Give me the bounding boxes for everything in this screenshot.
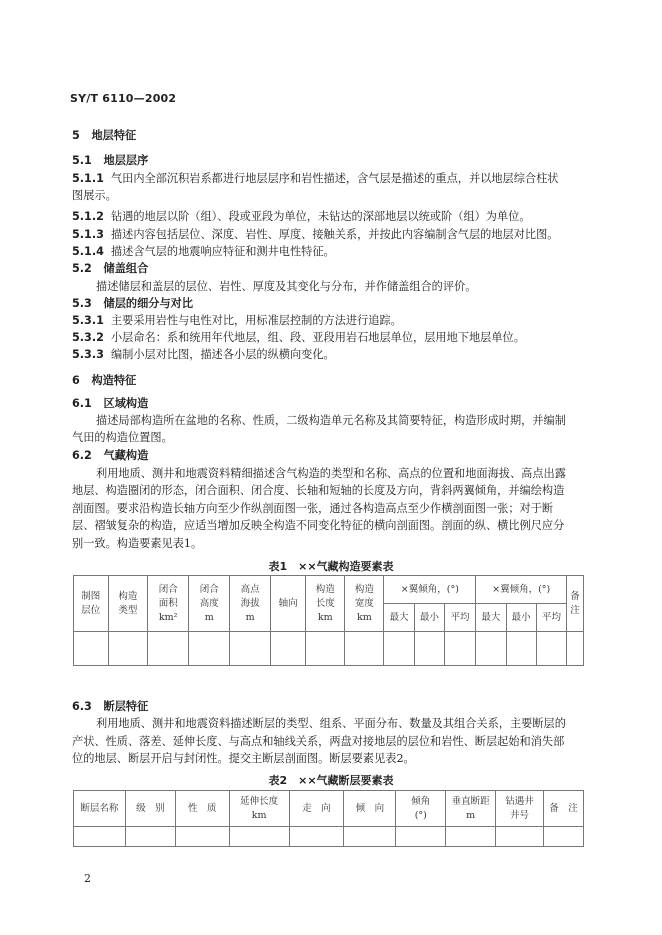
- header-cell: 构造 长度 km: [306, 576, 345, 632]
- header-cell: 最大: [476, 604, 506, 632]
- subsection-title: 储盖组合: [103, 262, 149, 275]
- clause-number: 5.1.4: [72, 245, 104, 258]
- header-cell: 备 注: [543, 791, 583, 827]
- subsection-number: 6.3: [72, 700, 92, 713]
- paragraph-6-1-line2: 气田的构造位置图。: [72, 431, 173, 444]
- header-cell: 最大: [384, 604, 414, 632]
- clause-text: 小层命名：系和统用年代地层，组、段、亚段用岩石地层单位，层用地下地层单位。: [110, 331, 525, 344]
- table-1-caption: 表1 ××气藏构造要素表: [268, 560, 394, 573]
- table-row: [74, 827, 584, 847]
- standard-code: SY/T 6110—2002: [70, 92, 177, 105]
- paragraph-5-2: 描述储层和盖层的层位、岩性、厚度及其变化与分布，并作储盖组合的评价。: [96, 280, 477, 293]
- section-number: 5: [72, 129, 80, 142]
- header-cell: 级 别: [125, 791, 175, 827]
- paragraph-6-3-line3: 位的地层、断层开启与封闭性。提交主断层剖面图。断层要素见表2。: [72, 752, 415, 765]
- header-cell: 断层名称: [74, 791, 126, 827]
- clause-number: 5.3.1: [72, 314, 104, 327]
- clause-number: 5.1.3: [72, 228, 104, 241]
- header-cell: 垂直断距 m: [446, 791, 496, 827]
- subsection-5-1-heading: [72, 154, 148, 168]
- section-5-heading: [72, 129, 136, 143]
- clause-number: 5.1.2: [72, 210, 104, 223]
- clause-text: 描述含气层的地震响应特征和测井电性特征。: [110, 245, 335, 258]
- header-cell: 倾 向: [344, 791, 396, 827]
- header-cell: 倾角 (°): [396, 791, 446, 827]
- subsection-title: 区域构造: [103, 397, 149, 410]
- header-cell: 最小: [414, 604, 444, 632]
- clause-5-3-2: [72, 331, 525, 345]
- clause-text: 编制小层对比图，描述各小层的纵横向变化。: [110, 348, 335, 361]
- clause-5-3-3: [72, 348, 335, 362]
- clause-text: 描述内容包括层位、深度、岩性、厚度、接触关系，并按此内容编制含气层的地层对比图。: [110, 228, 559, 241]
- clause-text: 主要采用岩性与电性对比，用标准层控制的方法进行追踪。: [110, 314, 402, 327]
- table-1-structure-elements: [73, 575, 584, 666]
- header-cell: ×翼倾角，(°): [476, 576, 567, 604]
- subsection-title: 储层的细分与对比: [103, 297, 194, 310]
- subsection-number: 5.1: [72, 154, 92, 167]
- section-title: 构造特征: [91, 374, 137, 387]
- header-cell: 闭合 面积 km²: [148, 576, 189, 632]
- clause-5-1-2: [72, 210, 531, 224]
- clause-text: 气田内全部沉积岩系都进行地层层序和岩性描述，含气层是描述的重点，并以地层综合柱状: [110, 172, 559, 185]
- section-6-heading: [72, 374, 136, 388]
- clause-number: 5.3.3: [72, 348, 104, 361]
- clause-5-1-1: [72, 172, 559, 186]
- subsection-number: 6.1: [72, 397, 92, 410]
- clause-number: 5.1.1: [72, 172, 104, 185]
- paragraph-6-2-line3: 剖面图。要求沿构造长轴方向至少作纵剖面图一张，通过各构造高点至少作横剖面图一张；对于断: [72, 502, 554, 515]
- header-cell: 高点 海拔 m: [230, 576, 271, 632]
- paragraph-6-1-line1: 描述局部构造所在盆地的名称、性质，二级构造单元名称及其简要特征，构造形成时期，并编制: [96, 414, 566, 427]
- header-cell: 构造类型: [108, 576, 147, 632]
- subsection-number: 5.2: [72, 262, 92, 275]
- table-row: [74, 632, 584, 666]
- subsection-number: 6.2: [72, 449, 92, 462]
- header-cell: 走 向: [289, 791, 344, 827]
- subsection-number: 5.3: [72, 297, 92, 310]
- page-number: 2: [84, 872, 91, 885]
- table-2-caption: 表2 ××气藏断层要素表: [268, 774, 394, 787]
- subsection-title: 地层层序: [103, 154, 149, 167]
- header-cell: 制图层位: [74, 576, 109, 632]
- header-cell: 平均: [536, 604, 566, 632]
- clause-5-1-3: [72, 228, 559, 242]
- clause-5-3-1: [72, 314, 402, 328]
- section-title: 地层特征: [91, 129, 137, 142]
- section-number: 6: [72, 374, 80, 387]
- header-cell: 闭合 高度 m: [189, 576, 230, 632]
- header-cell: 延伸长度 km: [229, 791, 289, 827]
- clause-5-1-1-cont: 图展示。: [72, 189, 117, 202]
- subsection-5-2-heading: [72, 262, 148, 276]
- subsection-5-3-heading: [72, 297, 193, 311]
- subsection-6-3-heading: [72, 700, 148, 714]
- paragraph-6-2-line5: 别一致。构造要素见表1。: [72, 537, 203, 550]
- subsection-title: 气藏构造: [103, 449, 149, 462]
- paragraph-6-2-line1: 利用地质、测井和地震资料精细描述含气构造的类型和名称、高点的位置和地面海拔、高点出露: [96, 467, 566, 480]
- header-cell: 性 质: [175, 791, 229, 827]
- header-cell: 平均: [445, 604, 476, 632]
- paragraph-6-2-line4: 层、褶皱复杂的构造，应适当增加反映全构造不同变化特征的横向剖面图。剖面的纵、横比例尺应分: [72, 519, 565, 532]
- paragraph-6-3-line1: 利用地质、测井和地震资料描述断层的类型、组系、平面分布、数量及其组合关系，主要断层的: [96, 717, 566, 730]
- table-2-fault-elements: [73, 790, 584, 847]
- subsection-6-1-heading: [72, 397, 148, 411]
- header-cell: 备注: [567, 576, 584, 632]
- subsection-title: 断层特征: [103, 700, 149, 713]
- paragraph-6-2-line2: 地层、构造圈闭的形态，闭合面积、闭合度、长轴和短轴的长度及方向，背斜两翼倾角，并编绘构造: [72, 484, 565, 497]
- clause-number: 5.3.2: [72, 331, 104, 344]
- header-cell: 轴向: [271, 576, 306, 632]
- header-cell: ×翼倾角，(°): [384, 576, 476, 604]
- header-cell: 最小: [506, 604, 536, 632]
- clause-5-1-4: [72, 245, 335, 259]
- paragraph-6-3-line2: 产状、性质、落差、延伸长度、与高点和轴线关系，两盘对接地层的层位和岩性、断层起始和消失部: [72, 735, 565, 748]
- header-cell: 钻遇井 井号: [496, 791, 544, 827]
- header-cell: 构造 宽度 km: [345, 576, 384, 632]
- subsection-6-2-heading: [72, 449, 148, 463]
- clause-text: 钻遇的地层以阶（组）、段或亚段为单位，未钻达的深部地层以统或阶（组）为单位。: [110, 210, 531, 223]
